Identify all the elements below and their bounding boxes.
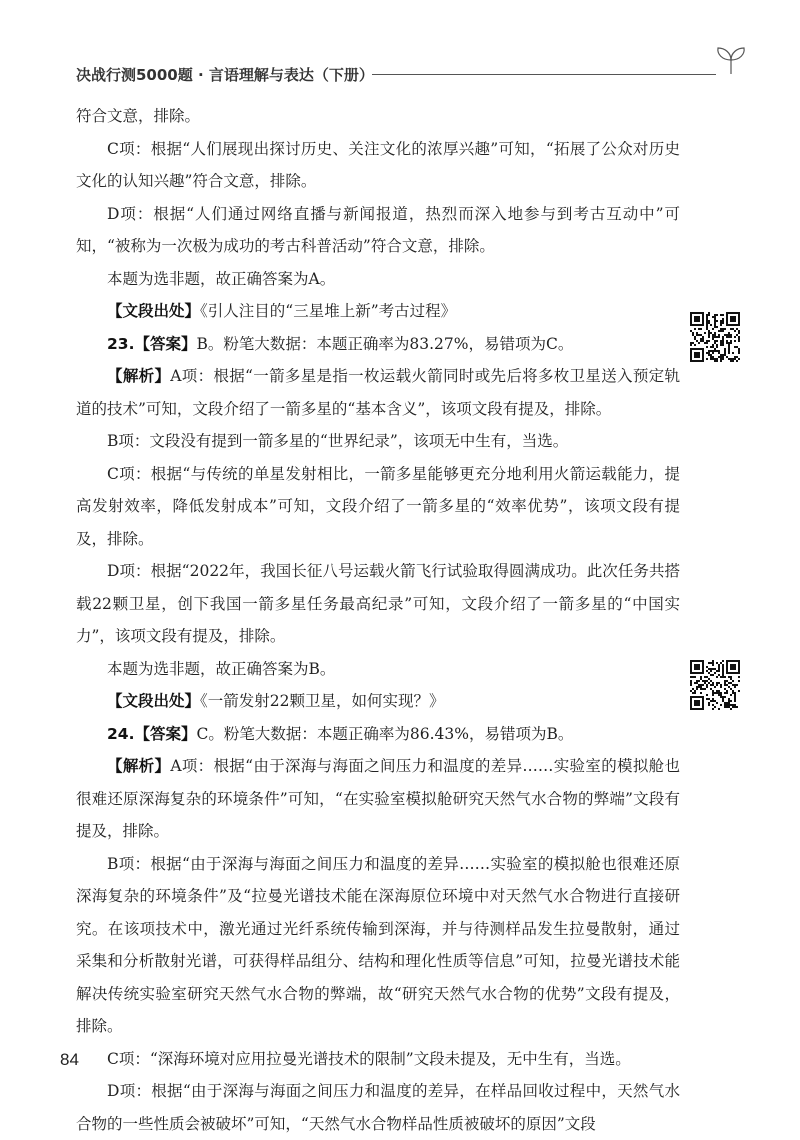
q24-answer <box>76 718 680 751</box>
q24-option-a: A项：根据“由于深海与海面之间压力和温度的差异……实验室的模拟舱也很难还原深海复杂的环境条件”可知，“在实验室模拟舱研究天然气水合物的弊端”文段有提及，排除。 <box>76 757 680 840</box>
q24-number: 24. <box>107 724 135 743</box>
analysis-tag: 【解析】 <box>107 757 171 775</box>
option-c-explanation: C项：根据“人们展现出探讨历史、关注文化的浓厚兴趣”可知，“拓展了公众对历史文化的认知兴趣”符合文意，排除。 <box>76 139 680 190</box>
answer-tag: 【答案】 <box>134 724 197 743</box>
q23-option-c: C项：根据“与传统的单星发射相比，一箭多星能够更充分地利用火箭运载能力，提高发射效率，降低发射成本”可知，文段介绍了一箭多星的“效率优势”，该项文段有提及，排除。 <box>76 464 680 548</box>
paragraph: 符合文意，排除。 <box>76 107 201 125</box>
source-text: 《引人注目的“三星堆上新”考古过程》 <box>200 302 457 320</box>
qr-code-icon <box>690 660 740 710</box>
q23-number: 23. <box>107 334 135 353</box>
analysis-tag: 【解析】 <box>107 367 171 385</box>
q24-option-d: D项：根据“由于深海与海面之间压力和温度的差异，在样品回收过程中，天然气水合物的一些性质会被破坏”可知，“天然气水合物样品性质被破坏的原因”文段 <box>76 1082 680 1133</box>
page-number: 84 <box>60 1050 79 1069</box>
q23-source-citation <box>76 685 680 718</box>
q24-option-c: C项：“深海环境对应用拉曼光谱技术的限制”文段未提及，无中生有，当选。 <box>107 1049 631 1068</box>
q24-analysis <box>76 750 680 848</box>
qr-code-q23[interactable] <box>690 312 740 362</box>
source-citation <box>76 295 680 328</box>
q24-option-b: B项：根据“由于深海与海面之间压力和温度的差异……实验室的模拟舱也很难还原深海复杂的环境条件”及“拉曼光谱技术能在深海原位环境中对天然气水合物进行直接研究。在该项技术中，激光通过光纤系统传输到深海，并与待测样品发生拉曼散射，通过采集和分析散射光谱，可获得样品组分、结构和理化性质等信息”可知，拉曼光谱技术能解决传统实验室研究天然气水合物的弊端，故“研究天然气水合物的优势”文段有提及，排除。 <box>76 854 680 1035</box>
sprout-icon <box>714 46 748 78</box>
header-rule <box>372 74 716 75</box>
q24-answer-text: C。粉笔大数据：本题正确率为86.43%，易错项为B。 <box>196 724 574 743</box>
q23-option-a: A项：根据“一箭多星是指一枚运载火箭同时或先后将多枚卫星送入预定轨道的技术”可知，文段介绍了一箭多星的“基本含义”，该项文段有提及，排除。 <box>76 367 680 418</box>
source-tag: 【文段出处】 <box>107 302 201 320</box>
qr-code-q24[interactable] <box>690 660 740 710</box>
book-title: 决战行测5000题 · 言语理解与表达（下册） <box>76 66 374 84</box>
q23-option-b: B项：文段没有提到一箭多星的“世界纪录”，该项无中生有，当选。 <box>107 432 569 450</box>
source-tag: 【文段出处】 <box>107 692 201 710</box>
qr-code-icon <box>690 312 740 362</box>
q23-answer-text: B。粉笔大数据：本题正确率为83.27%，易错项为C。 <box>196 334 574 353</box>
running-header <box>76 60 756 90</box>
source-text: 《一箭发射22颗卫星，如何实现？》 <box>200 692 445 710</box>
q23-answer <box>76 328 680 361</box>
page-body <box>76 100 680 1140</box>
q23-analysis <box>76 360 680 425</box>
q23-answer-summary: 本题为选非题，故正确答案为B。 <box>107 659 336 678</box>
answer-summary: 本题为选非题，故正确答案为A。 <box>107 269 336 288</box>
answer-tag: 【答案】 <box>134 334 197 353</box>
q23-option-d: D项：根据“2022年，我国长征八号运载火箭飞行试验取得圆满成功。此次任务共搭载22颗卫星，创下我国一箭多星任务最高纪录”可知，文段介绍了一箭多星的“中国实力”，该项文段有提及，排除。 <box>76 562 680 645</box>
option-d-explanation: D项：根据“人们通过网络直播与新闻报道，热烈而深入地参与到考古互动中”可知，“被称为一次极为成功的考古科普活动”符合文意，排除。 <box>76 204 680 255</box>
